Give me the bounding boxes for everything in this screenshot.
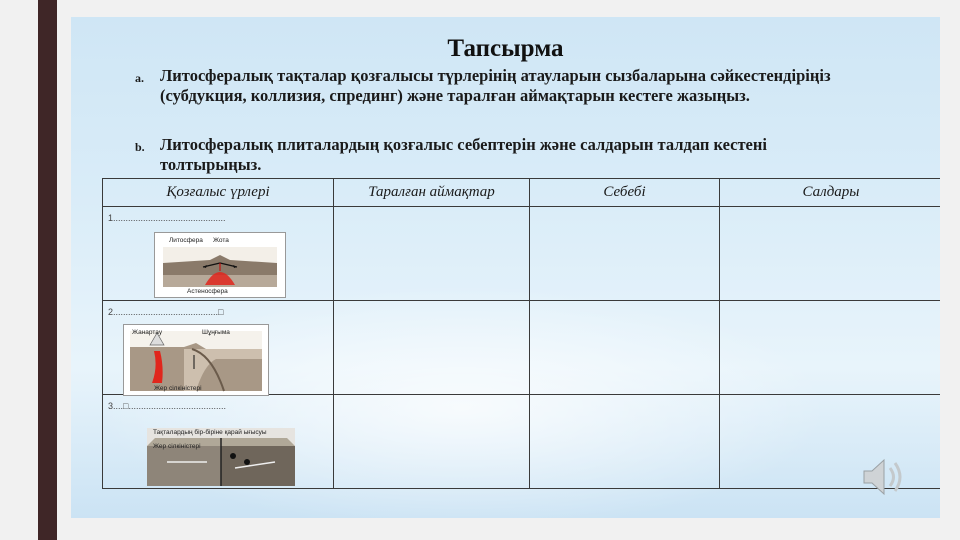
- task-a-marker: a.: [135, 71, 144, 85]
- diagram-label: Литосфера: [169, 237, 203, 244]
- slide-title: Тапсырма: [447, 35, 564, 62]
- collision-illustration: [147, 428, 295, 488]
- speaker-icon[interactable]: [858, 454, 908, 500]
- cause-cell[interactable]: [530, 395, 720, 489]
- diagram-label: Шұңғыма: [202, 329, 230, 336]
- diagram-label: Тақталардың бір-біріне қарай ығысуы: [153, 429, 267, 436]
- movement-cell: [103, 301, 334, 395]
- task-b-text: Литосфералық плиталардың қозғалыс себептерін және салдарын талдап кестені толтырыңыз.: [160, 135, 767, 174]
- diagram-label: Жер сілкіністері: [154, 385, 202, 392]
- region-cell[interactable]: [334, 395, 530, 489]
- slide: [71, 17, 940, 518]
- task-b-marker: b.: [135, 140, 145, 154]
- diagram-label: Жер сілкіністері: [153, 443, 201, 450]
- subduction-diagram: [123, 324, 269, 396]
- spreading-diagram: [154, 232, 286, 298]
- cause-cell[interactable]: [530, 207, 720, 301]
- header-consequence: Салдары: [720, 179, 941, 207]
- collision-diagram: [147, 428, 295, 488]
- header-cause: Себебі: [530, 179, 720, 207]
- header-movement-types: Қозғалыс үрлері: [103, 179, 334, 207]
- row-2-label: 2..........................................□: [108, 307, 224, 317]
- task-a-text: Литосфералық тақталар қозғалысы түрлерінің атауларын сызбаларына сәйкестендіріңіз (субдукция, коллизия, спрединг) және таралған аймақтарын кестеге жазыңыз.: [160, 66, 831, 105]
- diagram-label: Жота: [213, 237, 229, 244]
- region-cell[interactable]: [334, 301, 530, 395]
- movement-cell: [103, 395, 334, 489]
- table-row: [103, 301, 941, 395]
- cause-cell[interactable]: [530, 301, 720, 395]
- worksheet-table: [102, 178, 940, 489]
- header-regions: Таралған аймақтар: [334, 179, 530, 207]
- consequence-cell[interactable]: [720, 301, 941, 395]
- diagram-label: Жанартау: [132, 329, 163, 336]
- table-header-row: [103, 179, 941, 207]
- row-1-label: 1.............................................: [108, 213, 226, 223]
- table-row: [103, 395, 941, 489]
- side-bar: [38, 0, 57, 540]
- region-cell[interactable]: [334, 207, 530, 301]
- consequence-cell[interactable]: [720, 207, 941, 301]
- row-3-label: 3....□.......................................: [108, 401, 226, 411]
- movement-cell: [103, 207, 334, 301]
- table-row: [103, 207, 941, 301]
- diagram-label: Астеносфера: [187, 288, 228, 295]
